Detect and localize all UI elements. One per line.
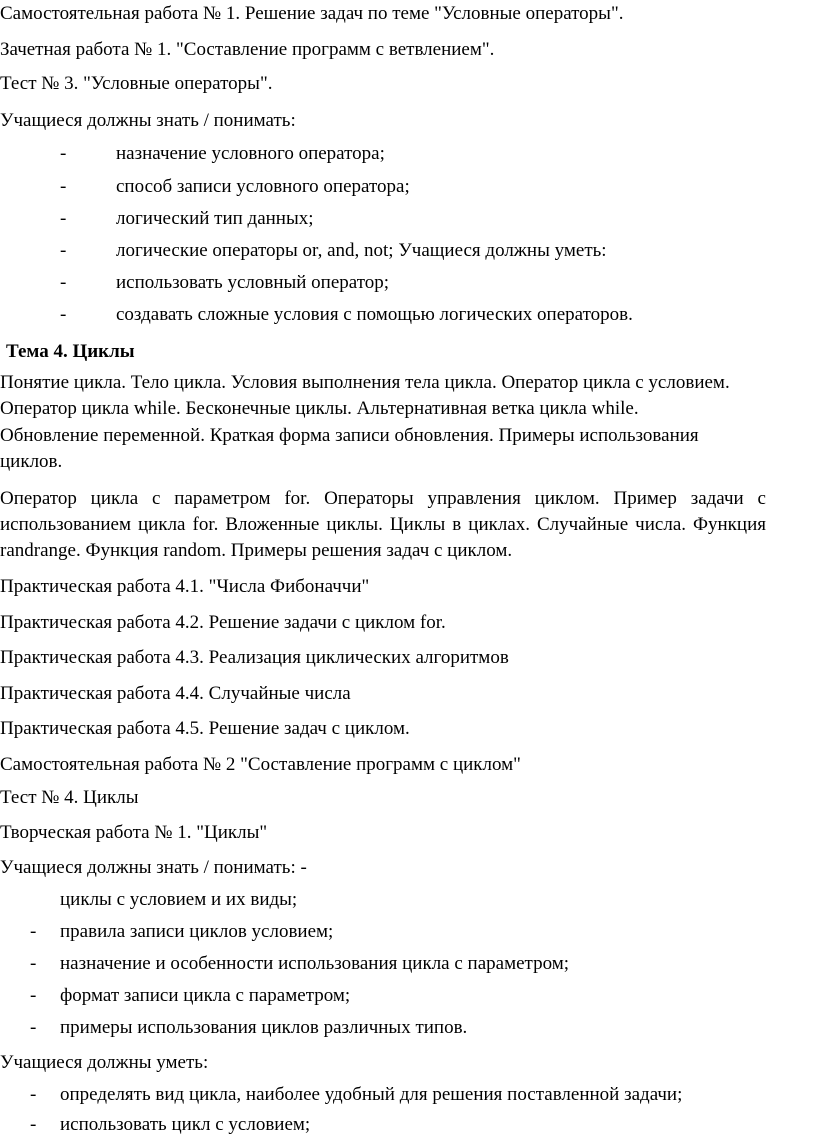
work-item: Тест № 4. Циклы [0, 787, 139, 808]
list-dash: - [60, 208, 67, 229]
list-item-text: использовать цикл с условием; [60, 1114, 311, 1135]
list-dash: - [60, 176, 67, 197]
list-dash: - [60, 304, 67, 325]
paragraph-line: циклов. [0, 451, 63, 472]
list-item-text: циклы с условием и их виды; [60, 889, 298, 910]
list-item-text: логический тип данных; [116, 208, 314, 229]
text-line: Тест № 3. "Условные операторы". [0, 73, 273, 94]
list-dash: - [60, 272, 67, 293]
work-item: Практическая работа 4.3. Реализация циклических алгоритмов [0, 647, 509, 668]
skill-heading: Учащиеся должны уметь: [0, 1052, 209, 1073]
list-dash: - [30, 1084, 37, 1105]
work-item: Самостоятельная работа № 2 "Составление программ с циклом" [0, 754, 521, 775]
list-item-text: создавать сложные условия с помощью логических операторов. [116, 304, 633, 325]
know-heading: Учащиеся должны знать / понимать: - [0, 857, 307, 878]
work-item: Творческая работа № 1. "Циклы" [0, 822, 268, 843]
work-item: Практическая работа 4.4. Случайные числа [0, 683, 351, 704]
list-dash: - [30, 1017, 37, 1038]
list-item-text: способ записи условного оператора; [116, 176, 410, 197]
list-dash: - [60, 240, 67, 261]
list-dash: - [60, 143, 67, 164]
list-item-text: логические операторы or, and, not; Учащиеся должны уметь: [116, 240, 607, 261]
section-heading: Тема 4. Циклы [6, 341, 135, 362]
list-dash: - [30, 985, 37, 1006]
list-item-text: определять вид цикла, наиболее удобный для решения поставленной задачи; [60, 1084, 683, 1105]
work-item: Практическая работа 4.5. Решение задач с циклом. [0, 718, 410, 739]
list-item-text: формат записи цикла с параметром; [60, 985, 351, 1006]
paragraph-line: Оператор цикла while. Бесконечные циклы. Альтернативная ветка цикла while. [0, 398, 639, 419]
paragraph-line: randrange. Функция random. Примеры решения задач с циклом. [0, 540, 513, 561]
list-item-text: правила записи циклов условием; [60, 921, 334, 942]
list-item-text: назначение условного оператора; [116, 143, 385, 164]
paragraph-line: Понятие цикла. Тело цикла. Условия выполнения тела цикла. Оператор цикла с условием. [0, 372, 730, 393]
paragraph-line: Оператор цикла с параметром for. Операторы управления циклом. Пример задачи с [0, 488, 766, 509]
text-line: Зачетная работа № 1. "Составление программ с ветвлением". [0, 39, 495, 60]
text-line: Самостоятельная работа № 1. Решение задач по теме "Условные операторы". [0, 3, 624, 24]
list-dash: - [30, 1114, 37, 1135]
paragraph-line: Обновление переменной. Краткая форма записи обновления. Примеры использования [0, 425, 699, 446]
text-line: Учащиеся должны знать / понимать: [0, 110, 296, 131]
work-item: Практическая работа 4.2. Решение задачи с циклом for. [0, 612, 446, 633]
list-item-text: использовать условный оператор; [116, 272, 390, 293]
list-dash: - [30, 921, 37, 942]
list-item-text: назначение и особенности использования цикла с параметром; [60, 953, 570, 974]
paragraph-line: использованием цикла for. Вложенные циклы. Циклы в циклах. Случайные числа. Функция [0, 514, 766, 535]
list-item-text: примеры использования циклов различных типов. [60, 1017, 468, 1038]
list-dash: - [30, 953, 37, 974]
work-item: Практическая работа 4.1. "Числа Фибоначчи" [0, 576, 370, 597]
